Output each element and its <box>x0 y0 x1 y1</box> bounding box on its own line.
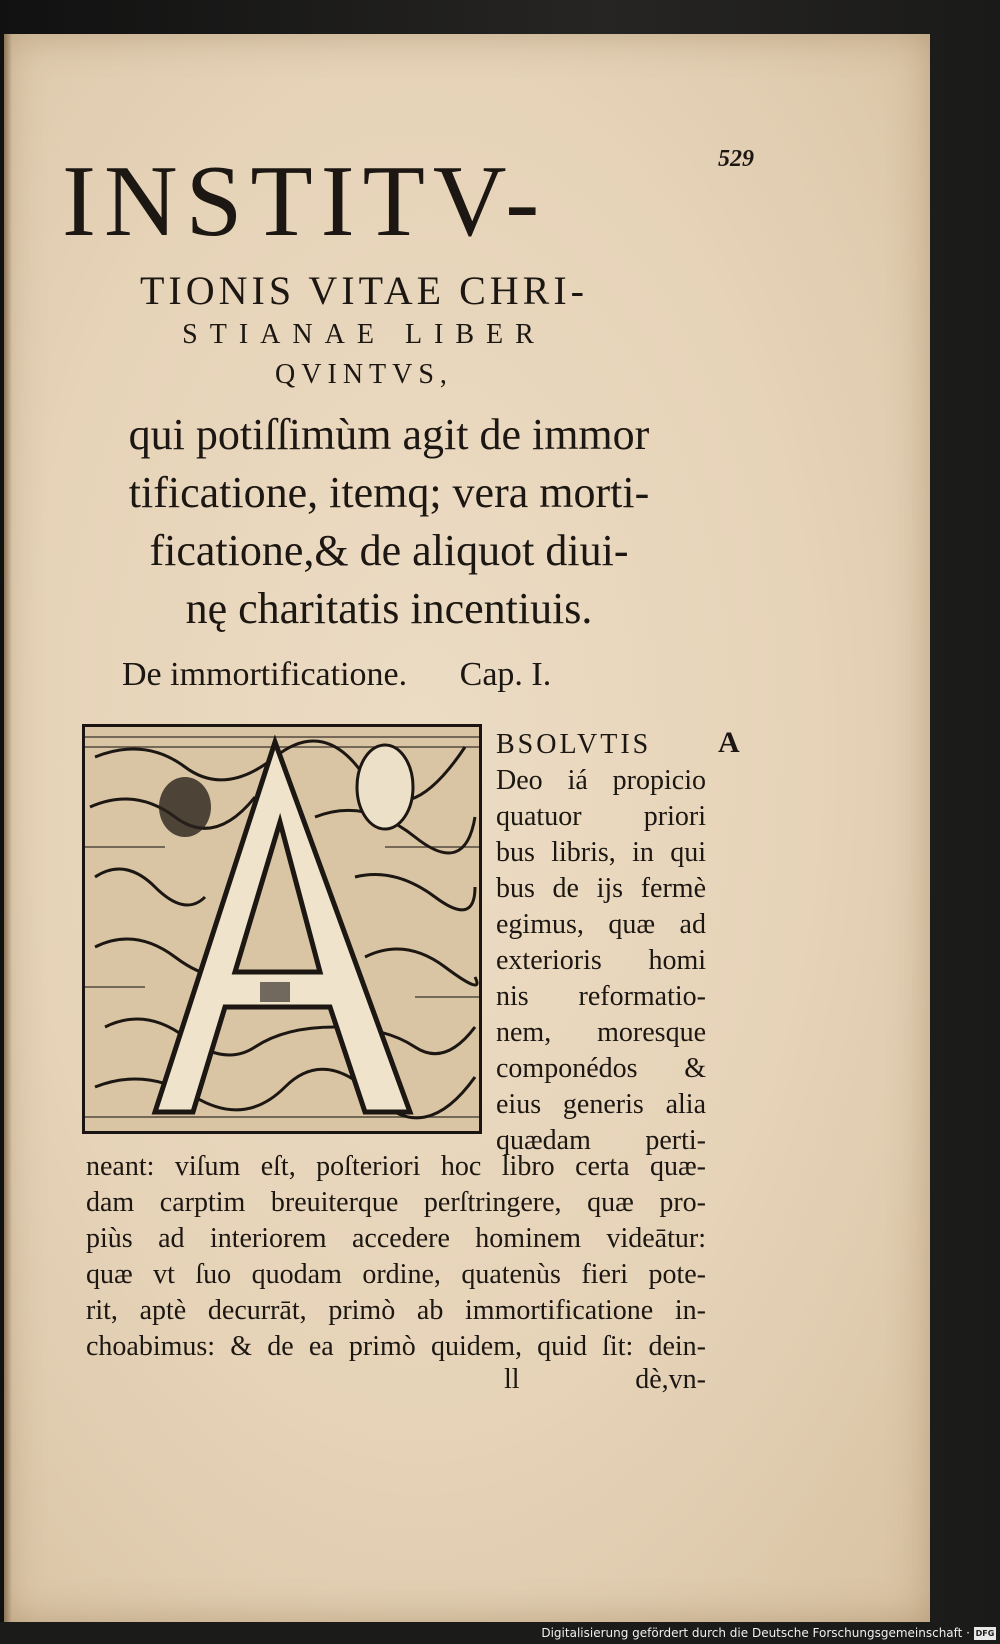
text-line: choabimus: & de ea primò quidem, quid ſit: dein- <box>86 1331 706 1362</box>
chapter-title: De immortificatione. <box>122 656 408 693</box>
text-line: componédos & <box>496 1053 706 1084</box>
text-line: Deo iá propicio <box>496 765 706 796</box>
subtitle <box>59 406 719 638</box>
page-number: 529 <box>718 146 754 172</box>
text-line: dam carptim breuiterque perſtringere, quæ pro- <box>86 1187 706 1218</box>
title-line-1: INSTITV- <box>62 145 548 258</box>
text-line: rit, aptè decurrāt, primò ab immortificatione in- <box>86 1295 706 1326</box>
text-line: BSOLVTIS <box>496 729 652 760</box>
subtitle-line: ficatione,& de aliquot diui- <box>149 526 629 575</box>
decorated-initial-woodcut <box>82 724 482 1134</box>
text-line: quædam perti- <box>496 1125 706 1156</box>
right-column-text <box>496 727 706 1159</box>
body-text <box>86 1149 706 1365</box>
margin-letter: A <box>718 726 740 759</box>
dfg-logo: DFG <box>975 1629 995 1638</box>
text-line: quatuor priori <box>496 801 706 832</box>
book-page <box>4 34 930 1622</box>
text-line: nem, moresque <box>496 1017 706 1048</box>
text-line: bus de ijs fermè <box>496 873 706 904</box>
funding-credit: Digitalisierung gefördert durch die Deutsche Forschungsgemeinschaft · <box>541 1626 970 1640</box>
signature-mark: ll <box>504 1364 520 1395</box>
title-line-2: TIONIS VITAE CHRI- <box>139 268 588 313</box>
woodcut-illustration <box>85 727 479 1131</box>
catchword: dè,vn- <box>635 1364 706 1395</box>
chapter-heading <box>122 656 551 694</box>
title-line-3: STIANAE LIBER <box>182 319 546 350</box>
chapter-number: Cap. I. <box>459 656 552 693</box>
text-line: neant: viſum eſt, poſteriori hoc libro certa quæ- <box>86 1151 706 1182</box>
text-line: egimus, quæ ad <box>496 909 706 940</box>
page-footer-marks <box>504 1364 706 1396</box>
decorated-initial-letter <box>85 1131 86 1132</box>
title-line-4: QVINTVS, <box>275 359 453 390</box>
text-line: eius generis alia <box>496 1089 706 1120</box>
text-line: quæ vt ſuo quodam ordine, quatenùs fieri pote- <box>86 1259 706 1290</box>
subtitle-line: qui potiſſimùm agit de immor <box>128 410 650 459</box>
page-spine-shadow <box>4 34 12 1622</box>
subtitle-line: nę charitatis incentiuis. <box>185 584 593 633</box>
text-line: exterioris homi <box>496 945 706 976</box>
text-line: bus libris, in qui <box>496 837 706 868</box>
subtitle-line: tificatione, itemq; vera morti- <box>128 468 650 517</box>
text-line: nis reformatio- <box>496 981 706 1012</box>
text-line: piùs ad interiorem accedere hominem videātur: <box>86 1223 706 1254</box>
